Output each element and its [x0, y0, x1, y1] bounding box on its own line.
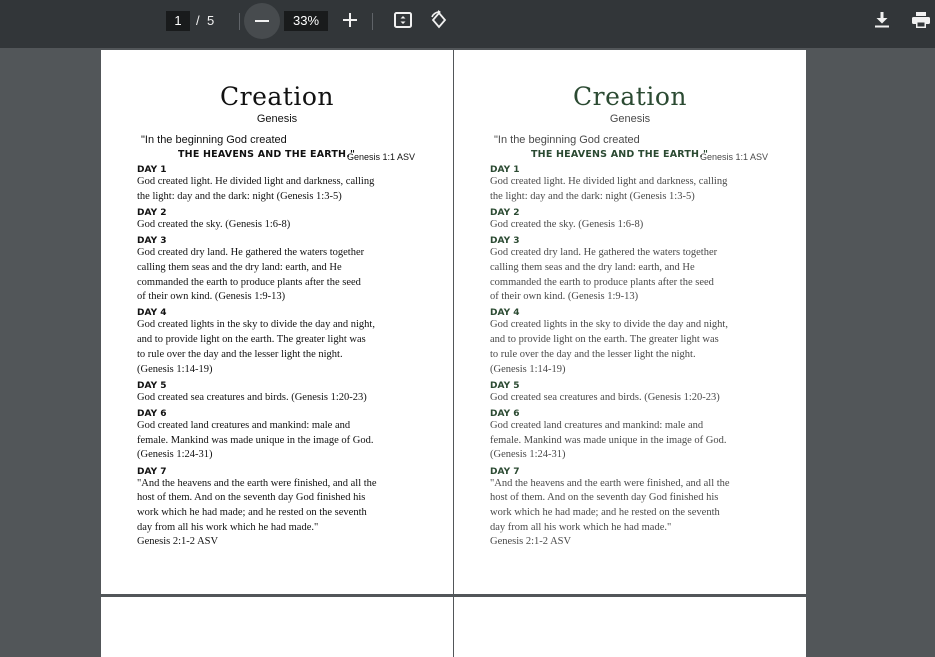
- day-text-line: God created land creatures and mankind: male and: [137, 419, 351, 431]
- day-text-line: God created light. He divided light and darkness, calling: [137, 176, 375, 187]
- page-subtitle: Genesis: [609, 113, 651, 125]
- day-text-line: female. Mankind was made unique in the image of God.: [137, 434, 374, 446]
- day-text-line: Genesis 2:1-2 ASV: [490, 536, 572, 548]
- total-pages: 5: [207, 13, 215, 28]
- pdf-page-2: [454, 50, 806, 594]
- day-text-line: (Genesis 1:14-19): [490, 363, 566, 375]
- plus-icon: [343, 13, 357, 27]
- day-text-line: and to provide light on the earth. The greater light was: [137, 334, 366, 346]
- day-text-line: calling them seas and the dry land: earth, and He: [137, 261, 342, 273]
- day-text-line: God created lights in the sky to divide the day and night,: [490, 319, 728, 331]
- day-heading: DAY 6: [137, 408, 167, 419]
- day-text-line: day from all his work which he had made.": [137, 521, 319, 533]
- day-heading: DAY 7: [490, 466, 520, 477]
- day-text-line: (Genesis 1:24-31): [137, 449, 213, 461]
- day-text-line: the light: day and the dark: night (Genesis 1:3-5): [137, 190, 342, 202]
- page-subtitle: Genesis: [256, 113, 298, 125]
- day-text-line: of their own kind. (Genesis 1:9-13): [490, 291, 639, 303]
- day-text-line: commanded the earth to produce plants after the seed: [137, 276, 361, 288]
- day-text-line: God created land creatures and mankind: male and: [490, 419, 704, 431]
- fit-to-page-button[interactable]: [390, 6, 418, 34]
- opening-quote-line1: "In the beginning God created: [494, 134, 640, 146]
- day-text-line: God created the sky. (Genesis 1:6-8): [490, 218, 644, 230]
- zoom-out-button[interactable]: [244, 3, 280, 39]
- day-text-line: God created the sky. (Genesis 1:6-8): [137, 218, 291, 230]
- page-separator: /: [196, 13, 200, 28]
- day-text-line: day from all his work which he had made.": [490, 521, 672, 533]
- opening-quote-reference: Genesis 1:1 ASV: [700, 152, 769, 162]
- day-text-line: God created sea creatures and birds. (Genesis 1:20-23): [137, 391, 367, 403]
- day-text-line: God created dry land. He gathered the waters together: [490, 247, 718, 259]
- day-heading: DAY 7: [137, 466, 167, 477]
- day-text-line: (Genesis 1:14-19): [137, 363, 213, 375]
- toolbar-divider: [372, 13, 373, 30]
- day-text-line: work which he had made; and he rested on the seventh: [137, 506, 367, 518]
- day-heading: DAY 5: [490, 380, 520, 391]
- day-heading: DAY 6: [490, 408, 520, 419]
- day-heading: DAY 5: [137, 380, 167, 391]
- day-text-line: host of them. And on the seventh day God finished his: [490, 492, 719, 504]
- rotate-icon: [429, 10, 449, 30]
- zoom-level-input[interactable]: 33%: [284, 11, 328, 31]
- day-text-line: God created dry land. He gathered the waters together: [137, 247, 365, 259]
- minus-icon: [255, 20, 269, 22]
- pdf-toolbar: [0, 0, 935, 48]
- print-button[interactable]: [907, 6, 935, 34]
- day-text-line: of their own kind. (Genesis 1:9-13): [137, 291, 286, 303]
- day-text-line: God created sea creatures and birds. (Genesis 1:20-23): [490, 391, 720, 403]
- day-heading: DAY 2: [137, 207, 167, 218]
- day-text-line: and to provide light on the earth. The greater light was: [490, 334, 719, 346]
- pdf-page-3: [101, 597, 453, 657]
- day-text-line: to rule over the day and the lesser light the night.: [137, 348, 343, 360]
- day-heading: DAY 2: [490, 207, 520, 218]
- download-icon: [875, 12, 889, 28]
- opening-quote-line1: "In the beginning God created: [141, 134, 287, 146]
- toolbar-divider: [239, 13, 240, 30]
- pdf-page-4: [454, 597, 806, 657]
- day-text-line: host of them. And on the seventh day God finished his: [137, 492, 366, 504]
- page-title: Creation: [573, 82, 687, 111]
- day-text-line: God created lights in the sky to divide the day and night,: [137, 319, 375, 331]
- day-heading: DAY 3: [490, 236, 520, 247]
- day-text-line: Genesis 2:1-2 ASV: [137, 536, 219, 548]
- day-heading: DAY 4: [490, 308, 520, 319]
- opening-quote-reference: Genesis 1:1 ASV: [347, 152, 416, 162]
- zoom-in-button[interactable]: [336, 6, 364, 34]
- opening-quote-line2: THE HEAVENS AND THE EARTH.": [178, 149, 356, 160]
- print-icon: [912, 12, 930, 28]
- page-number-input[interactable]: 1: [166, 11, 190, 31]
- opening-quote-line2: THE HEAVENS AND THE EARTH.": [531, 149, 709, 160]
- day-text-line: calling them seas and the dry land: earth, and He: [490, 261, 695, 273]
- download-button[interactable]: [868, 6, 896, 34]
- day-heading: DAY 4: [137, 308, 167, 319]
- day-heading: DAY 1: [490, 165, 520, 175]
- day-text-line: "And the heavens and the earth were finished, and all the: [490, 477, 730, 489]
- day-text-line: commanded the earth to produce plants after the seed: [490, 276, 714, 288]
- pdf-page-1: [101, 50, 453, 594]
- day-text-line: (Genesis 1:24-31): [490, 449, 566, 461]
- day-text-line: female. Mankind was made unique in the image of God.: [490, 434, 727, 446]
- day-heading: DAY 1: [137, 165, 167, 175]
- day-heading: DAY 3: [137, 236, 167, 247]
- day-text-line: "And the heavens and the earth were finished, and all the: [137, 477, 377, 489]
- day-text-line: work which he had made; and he rested on the seventh: [490, 506, 720, 518]
- day-text-line: the light: day and the dark: night (Genesis 1:3-5): [490, 190, 695, 202]
- fit-page-icon: [394, 12, 412, 28]
- day-text-line: God created light. He divided light and darkness, calling: [490, 176, 728, 187]
- day-text-line: to rule over the day and the lesser light the night.: [490, 348, 696, 360]
- page-title: Creation: [220, 82, 334, 111]
- rotate-button[interactable]: [424, 6, 452, 34]
